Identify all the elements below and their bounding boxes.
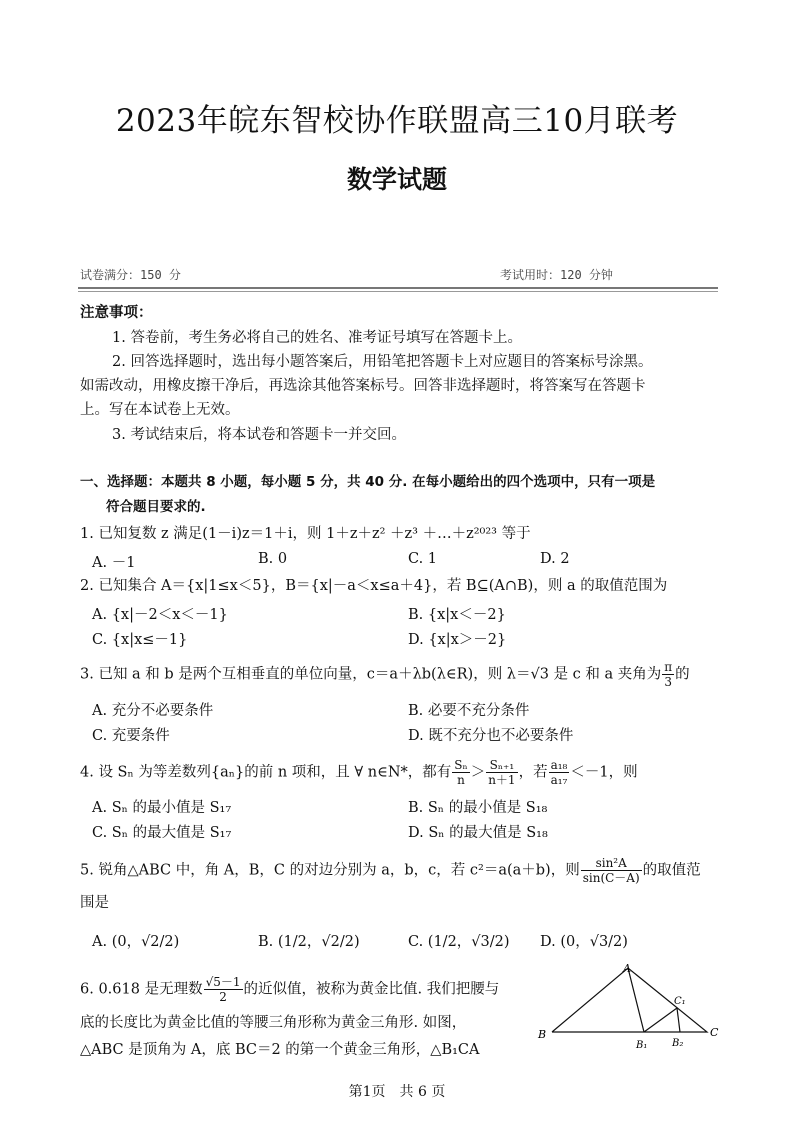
full-score: 试卷满分：150 分 xyxy=(80,268,181,282)
q4-f3-num: a₁₈ xyxy=(550,758,568,772)
segment-a-b1 xyxy=(628,968,644,1032)
q6-line-1-end: 的近似值，被称为黄金比值. 我们把腰与 xyxy=(243,981,500,998)
q2-option-a: A. {x|－2＜x＜－1} xyxy=(92,607,228,623)
q2-option-b: B. {x|x＜－2} xyxy=(408,607,506,623)
q4-fraction-3 xyxy=(549,758,570,787)
notice-heading: 注意事项： xyxy=(80,305,153,321)
q4-f1-num: Sₙ xyxy=(454,758,468,772)
q5-stem-end: 的取值范 xyxy=(642,862,701,879)
q4-f2-num: Sₙ₊₁ xyxy=(486,758,517,773)
notice-item-2-end: 上。写在本试卷上无效。 xyxy=(80,402,240,418)
golden-triangle-figure xyxy=(532,962,722,1052)
q5-option-c: C. (1/2，√3/2) xyxy=(408,934,510,950)
q4-stem-main: 4. 设 Sₙ 为等差数列{aₙ}的前 n 项和，且 ∀ n∈N*，都有 xyxy=(80,764,452,781)
q5-stem xyxy=(80,856,701,885)
q4-fraction-2 xyxy=(486,758,517,787)
exam-title: 2023年皖东智校协作联盟高三10月联考 xyxy=(115,103,679,139)
notice-item-1: 1. 答卷前，考生务必将自己的姓名、准考证号填写在答题卡上。 xyxy=(112,330,522,346)
label-b2: B₂ xyxy=(672,1038,684,1049)
q4-gt: ＞ xyxy=(470,764,486,781)
q3-stem-main: 3. 已知 a 和 b 是两个互相垂直的单位向量，c＝a＋λb(λ∈R)，则 λ＝√3 是 c 和 a 夹角为 xyxy=(80,666,662,683)
q1-stem: 1. 已知复数 z 满足(1－i)z＝1＋i，则 1＋z＋z² ＋z³ ＋…＋z²⁰²³ 等于 xyxy=(80,526,531,542)
label-b: B xyxy=(538,1028,547,1041)
q4-option-c: C. Sₙ 的最大值是 S₁₇ xyxy=(92,825,232,841)
q5-option-a: A. (0，√2/2) xyxy=(92,934,180,950)
label-a: A xyxy=(623,962,631,975)
q4-f3-den: a₁₇ xyxy=(550,773,568,787)
q3-fraction xyxy=(662,660,674,689)
q1-option-a: A. －1 xyxy=(92,555,136,571)
q6-line-3: △ABC 是顶角为 A，底 BC＝2 的第一个黄金三角形，△B₁CA xyxy=(80,1042,480,1058)
q5-frac-den: sin(C－A) xyxy=(582,871,640,885)
q6-line-1-start: 6. 0.618 是无理数 xyxy=(80,981,203,998)
page-footer: 第1页 共 6 页 xyxy=(348,1084,446,1100)
q3-frac-den: 3 xyxy=(664,675,673,689)
q6-fraction xyxy=(204,975,243,1004)
q5-option-d: D. (0，√3/2) xyxy=(540,934,628,950)
q4-stem xyxy=(80,758,638,787)
q4-comma: ，若 xyxy=(518,764,548,781)
exam-subtitle: 数学试题 xyxy=(346,165,447,194)
q4-fraction-1 xyxy=(452,758,469,787)
q6-line-2: 底的长度比为黄金比值的等腰三角形称为黄金三角形. 如图， xyxy=(80,1015,467,1031)
q4-f1-den: n xyxy=(457,773,465,787)
q3-stem-end: 的 xyxy=(675,666,690,683)
q6-frac-den: 2 xyxy=(219,990,227,1004)
header-rule xyxy=(78,287,718,289)
header-rule-thin xyxy=(78,291,718,292)
notice-item-2-cont: 如需改动，用橡皮擦干净后，再选涂其他答案标号。回答非选择题时，将答案写在答题卡 xyxy=(80,378,646,394)
q6-frac-num: √5－1 xyxy=(205,975,241,989)
q5-fraction xyxy=(581,856,642,885)
q3-option-b: B. 必要不充分条件 xyxy=(408,703,530,719)
q5-stem-cont: 围是 xyxy=(80,895,109,911)
q2-option-c: C. {x|x≤－1} xyxy=(92,632,188,648)
label-b1: B₁ xyxy=(636,1040,648,1051)
q3-option-c: C. 充要条件 xyxy=(92,728,170,744)
q3-stem xyxy=(80,660,690,689)
segment-c1-b2 xyxy=(677,1008,680,1032)
q4-f2-den: n＋1 xyxy=(488,773,516,787)
q5-option-b: B. (1/2，√2/2) xyxy=(258,934,360,950)
q4-option-b: B. Sₙ 的最小值是 S₁₈ xyxy=(408,800,548,816)
q1-option-c: C. 1 xyxy=(408,551,438,567)
q4-option-a: A. Sₙ 的最小值是 S₁₇ xyxy=(92,800,232,816)
q3-option-d: D. 既不充分也不必要条件 xyxy=(408,728,574,744)
time-limit: 考试用时：120 分钟 xyxy=(500,268,613,282)
q6-line-1 xyxy=(80,975,499,1004)
section-heading: 一、选择题：本题共 8 小题，每小题 5 分，共 40 分. 在每小题给出的四个选项中，只有一项是 xyxy=(80,474,656,490)
notice-item-2: 2. 回答选择题时，选出每小题答案后，用铅笔把答题卡上对应题目的答案标号涂黑。 xyxy=(112,354,653,370)
q1-option-d: D. 2 xyxy=(540,551,570,567)
q4-stem-end: ＜－1，则 xyxy=(570,764,638,781)
q2-stem: 2. 已知集合 A＝{x|1≤x＜5}，B＝{x|－a＜x≤a＋4}，若 B⊆(A∩B)，则 a 的取值范围为 xyxy=(80,578,668,594)
notice-item-3: 3. 考试结束后，将本试卷和答题卡一并交回。 xyxy=(112,427,406,443)
label-c: C xyxy=(710,1026,719,1039)
q4-option-d: D. Sₙ 的最大值是 S₁₈ xyxy=(408,825,548,841)
section-heading-cont: 符合题目要求的. xyxy=(106,499,206,515)
q3-frac-num: π xyxy=(664,660,673,674)
q5-stem-main: 5. 锐角△ABC 中，角 A，B，C 的对边分别为 a，b，c，若 c²＝a(a＋b)，则 xyxy=(80,862,580,879)
q5-frac-num: sin²A xyxy=(581,856,642,871)
segment-b1-c1 xyxy=(644,1008,677,1032)
q1-option-b: B. 0 xyxy=(258,551,288,567)
q3-option-a: A. 充分不必要条件 xyxy=(92,703,214,719)
label-c1: C₁ xyxy=(674,996,686,1007)
q2-option-d: D. {x|x＞－2} xyxy=(408,632,507,648)
